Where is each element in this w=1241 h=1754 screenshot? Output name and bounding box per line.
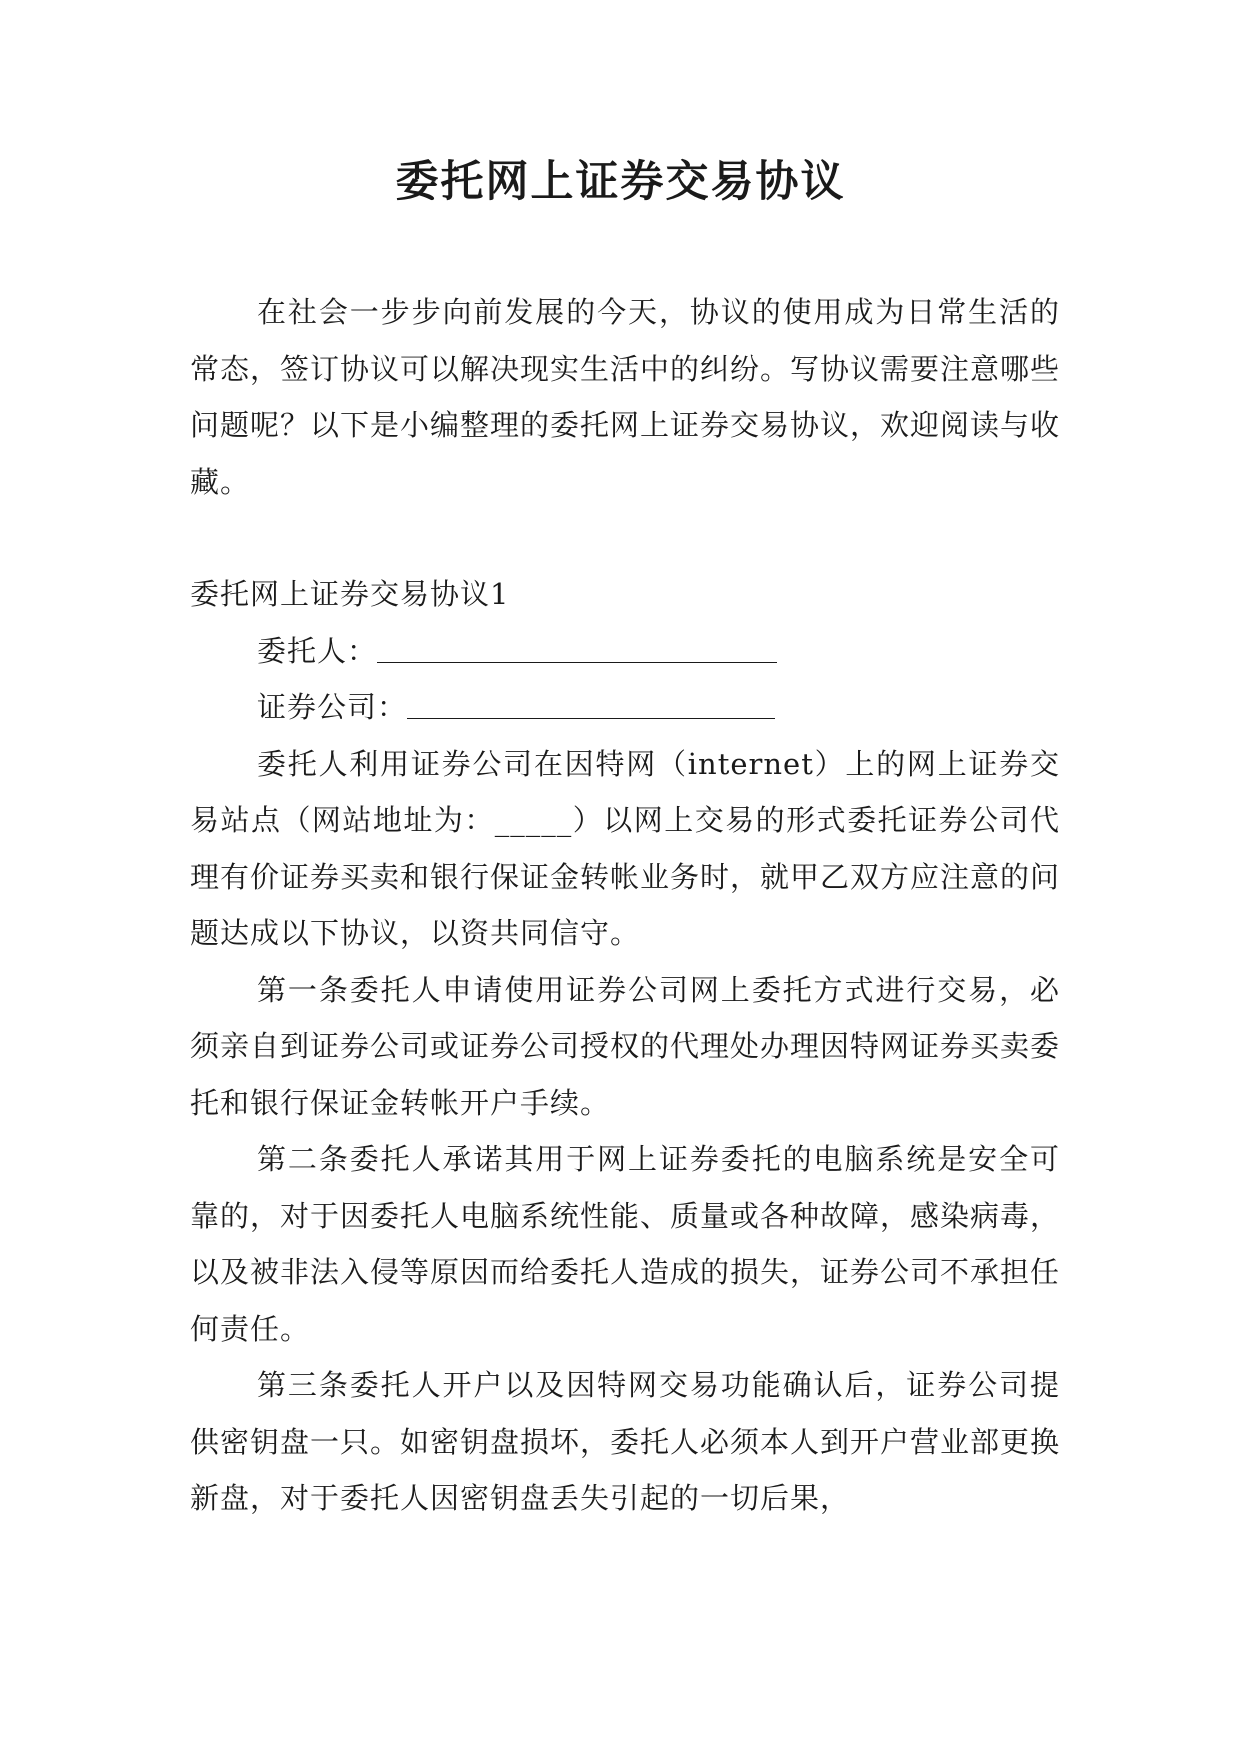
section-heading: 委托网上证券交易协议1 (190, 577, 510, 611)
company-field-label: 证券公司： (257, 690, 408, 724)
document-body (190, 284, 1060, 1527)
principal-field-row (190, 623, 1060, 680)
article-2-paragraph: 第二条委托人承诺其用于网上证券委托的电脑系统是安全可靠的，对于因委托人电脑系统性能、质量或各种故障，感染病毒，以及被非法入侵等原因而给委托人造成的损失，证券公司不承担任何责任。 (190, 1142, 1061, 1346)
intro-paragraph: 在社会一步步向前发展的今天，协议的使用成为日常生活的常态，签订协议可以解决现实生活中的纠纷。写协议需要注意哪些问题呢？以下是小编整理的委托网上证券交易协议，欢迎阅读与收藏。 (190, 295, 1061, 499)
principal-field-label: 委托人： (257, 633, 378, 668)
article-3-paragraph: 第三条委托人开户以及因特网交易功能确认后，证券公司提供密钥盘一只。如密钥盘损坏，委托人必须本人到开户营业部更换新盘，对于委托人因密钥盘丢失引起的一切后果， (190, 1368, 1061, 1515)
article-1-paragraph: 第一条委托人申请使用证券公司网上委托方式进行交易，必须亲自到证券公司或证券公司授权的代理处办理因特网证券买卖委托和银行保证金转帐开户手续。 (190, 972, 1061, 1120)
company-blank-line (407, 682, 775, 719)
company-field-row (190, 679, 1060, 736)
document-title: 委托网上证券交易协议 (395, 157, 846, 207)
preamble-paragraph: 委托人利用证券公司在因特网（internet）上的网上证券交易站点（网站地址为：_____）以网上交易的形式委托证券公司代理有价证券买卖和银行保证金转帐业务时，就甲乙双方应注意的问题达成以下协议，以资共同信守。 (190, 746, 1061, 950)
principal-blank-line (377, 626, 777, 663)
